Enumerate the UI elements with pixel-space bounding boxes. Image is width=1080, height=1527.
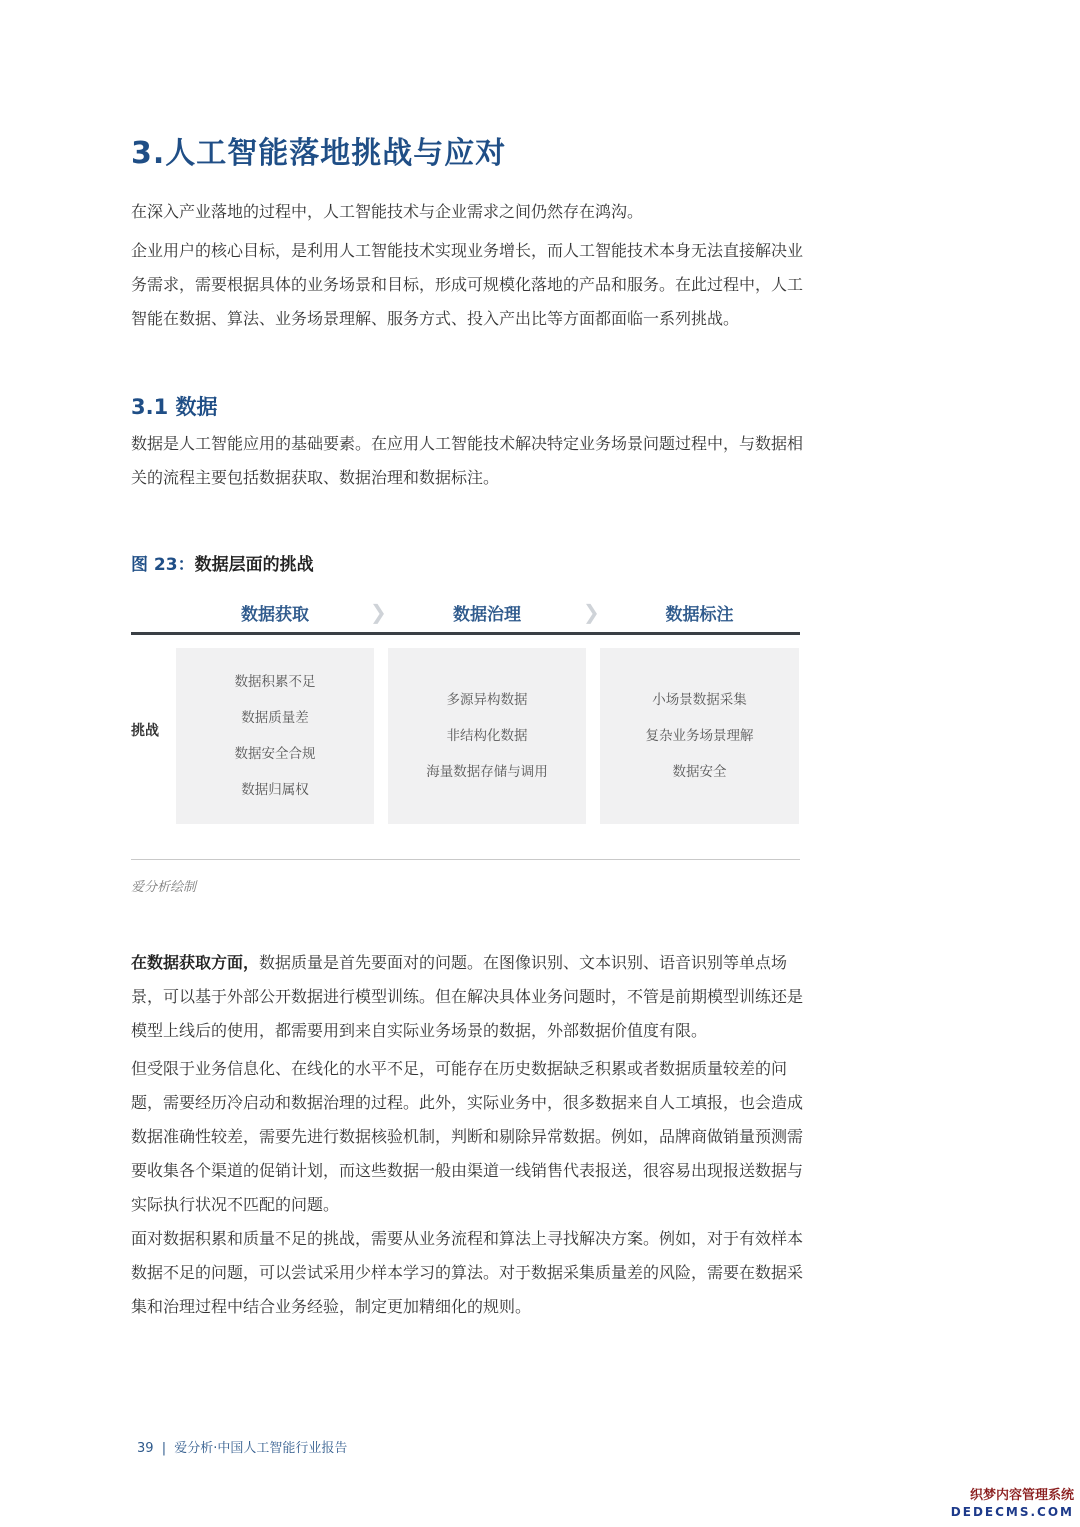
challenge-item: 数据归属权	[241, 782, 309, 798]
stage-header-annotation: 数据标注	[665, 605, 734, 625]
figure-header-rule	[131, 632, 800, 635]
watermark-line-2: DEDECMS.COM	[950, 1505, 1074, 1519]
watermark	[951, 1487, 1074, 1521]
figure-caption: 数据层面的挑战	[194, 555, 314, 575]
stage-header-governance: 数据治理	[453, 605, 521, 625]
intro-paragraph-1: 在深入产业落地的过程中，人工智能技术与企业需求之间仍然存在鸿沟。	[131, 202, 644, 221]
challenge-item: 数据安全	[672, 764, 727, 780]
footer-report-title: 爱分析·中国人工智能行业报告	[174, 1441, 348, 1456]
challenge-item: 数据积累不足	[234, 674, 316, 690]
challenge-item: 小场景数据采集	[652, 692, 747, 708]
challenge-item: 多源异构数据	[446, 692, 528, 708]
challenge-item: 非结构化数据	[446, 728, 528, 744]
challenge-item: 复杂业务场景理解	[645, 728, 754, 744]
page-title: 3.人工智能落地挑战与应对	[131, 136, 507, 171]
challenge-box-governance	[388, 648, 586, 824]
page-footer	[137, 1437, 347, 1456]
challenge-item: 数据质量差	[241, 710, 309, 726]
intro-paragraph-2: 企业用户的核心目标，是利用人工智能技术实现业务增长，而人工智能技术本身无法直接解决业务需求，需要根据具体的业务场景和目标，形成可规模化落地的产品和服务。在此过程中，人工智能在数据、算法、业务场景理解、服务方式、投入产出比等方面都面临一系列挑战。	[131, 241, 804, 328]
challenge-item: 数据安全合规	[234, 746, 316, 762]
page-number: 39	[137, 1441, 154, 1456]
section-title: 3.1 数据	[131, 395, 218, 419]
body-paragraph-lead: 在数据获取方面，	[131, 953, 260, 972]
body-paragraph-3: 面对数据积累和质量不足的挑战，需要从业务流程和算法上寻找解决方案。例如，对于有效样本数据不足的问题，可以尝试采用少样本学习的算法。对于数据采集质量差的风险，需要在数据采集和治理过程中结合业务经验，制定更加精细化的规则。	[131, 1229, 804, 1316]
watermark-line-1: 织梦内容管理系统	[969, 1488, 1074, 1503]
body-paragraph-2: 但受限于业务信息化、在线化的水平不足，可能存在历史数据缺乏积累或者数据质量较差的问题，需要经历冷启动和数据治理的过程。此外，实际业务中，很多数据来自人工填报，也会造成数据准确性较差，需要先进行数据核验机制，判断和剔除异常数据。例如，品牌商做销量预测需要收集各个渠道的促销计划，而这些数据一般由渠道一线销售代表报送，很容易出现报送数据与实际执行状况不匹配的问题。	[131, 1059, 804, 1214]
body-paragraph-text: 数据质量是首先要面对的问题。在图像识别、文本识别、语音识别等单点场景，可以基于外部公开数据进行模型训练。但在解决具体业务问题时，不管是前期模型训练还是模型上线后的使用，都需要用到来自实际业务场景的数据，外部数据价值度有限。	[131, 953, 804, 1040]
body-paragraph-1	[131, 946, 803, 1048]
figure-title	[131, 550, 314, 575]
challenge-item: 海量数据存储与调用	[426, 764, 548, 780]
footer-separator: |	[161, 1441, 167, 1456]
figure-number: 图 23：	[131, 555, 195, 575]
challenge-box-acquisition	[176, 648, 374, 824]
chevron-right-icon: ❯	[583, 600, 600, 624]
section-intro: 数据是人工智能应用的基础要素。在应用人工智能技术解决特定业务场景问题过程中，与数据相关的流程主要包括数据获取、数据治理和数据标注。	[131, 434, 804, 487]
chevron-right-icon: ❯	[370, 600, 387, 624]
figure-bottom-rule	[131, 859, 800, 860]
challenge-box-annotation	[600, 648, 799, 824]
row-label-challenges: 挑战	[131, 723, 159, 739]
stage-header-acquisition: 数据获取	[241, 605, 309, 625]
figure-source: 爱分析绘制	[131, 880, 197, 895]
